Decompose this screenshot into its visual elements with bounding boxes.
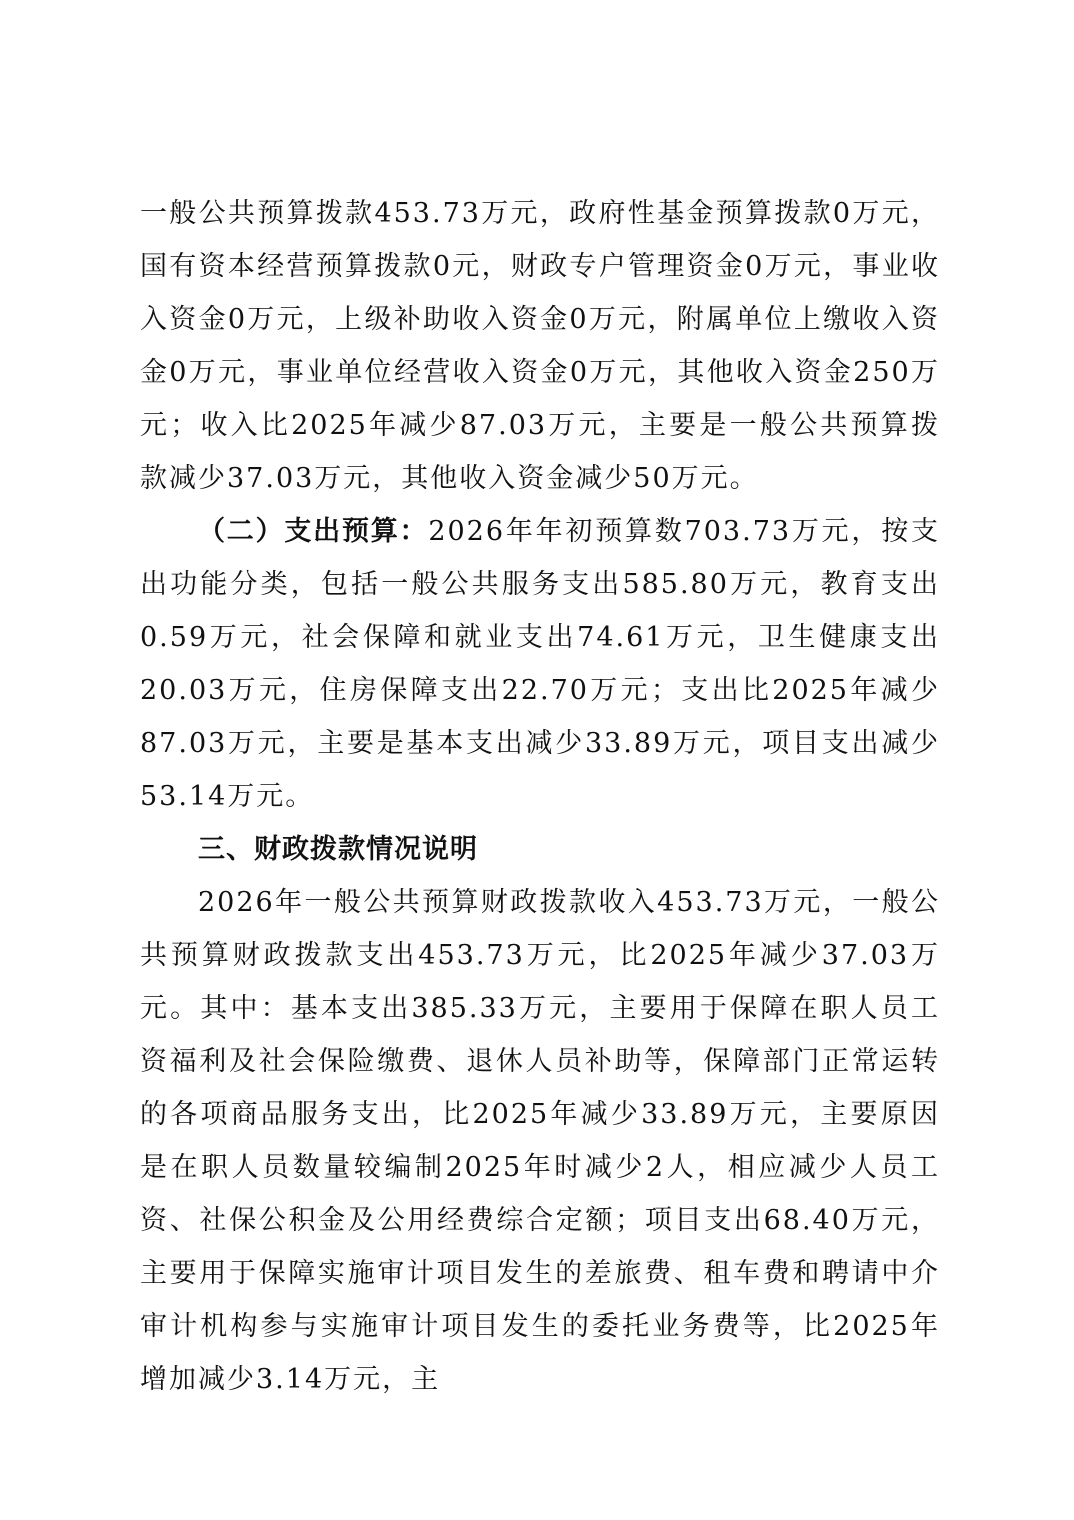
expenditure-budget-label: （二）支出预算： <box>198 516 429 547</box>
paragraph-fiscal-appropriation: 2026年一般公共预算财政拨款收入453.73万元，一般公共预算财政拨款支出453.73万元，比2025年减少37.03万元。其中：基本支出385.33万元，主要用于保障在职人员工资福利及社会保险缴费、退休人员补助等，保障部门正常运转的各项商品服务支出，比2025年减少33.89万元，主要原因是在职人员数量较编制2025年时减少2人，相应减少人员工资、社保公积金及公用经费综合定额；项目支出68.40万元，主要用于保障实施审计项目发生的差旅费、租车费和聘请中介审计机构参与实施审计项目发生的委托业务费等，比2025年增加减少3.14万元，主 <box>140 887 940 1395</box>
paragraph-expenditure-budget <box>140 505 940 823</box>
section-heading-fiscal-appropriation: 三、财政拨款情况说明 <box>198 834 478 865</box>
paragraph-income-sources: 一般公共预算拨款453.73万元，政府性基金预算拨款0万元，国有资本经营预算拨款0元，财政专户管理资金0万元，事业收入资金0万元，上级补助收入资金0万元，附属单位上缴收入资金0万元，事业单位经营收入资金0万元，其他收入资金250万元；收入比2025年减少87.03万元，主要是一般公共预算拨款减少37.03万元，其他收入资金减少50万元。 <box>140 198 940 494</box>
document-body <box>140 187 940 1406</box>
expenditure-budget-text: 2026年年初预算数703.73万元，按支出功能分类，包括一般公共服务支出585.80万元，教育支出0.59万元，社会保障和就业支出74.61万元，卫生健康支出20.03万元，住房保障支出22.70万元；支出比2025年减少87.03万元，主要是基本支出减少33.89万元，项目支出减少53.14万元。 <box>140 516 941 812</box>
